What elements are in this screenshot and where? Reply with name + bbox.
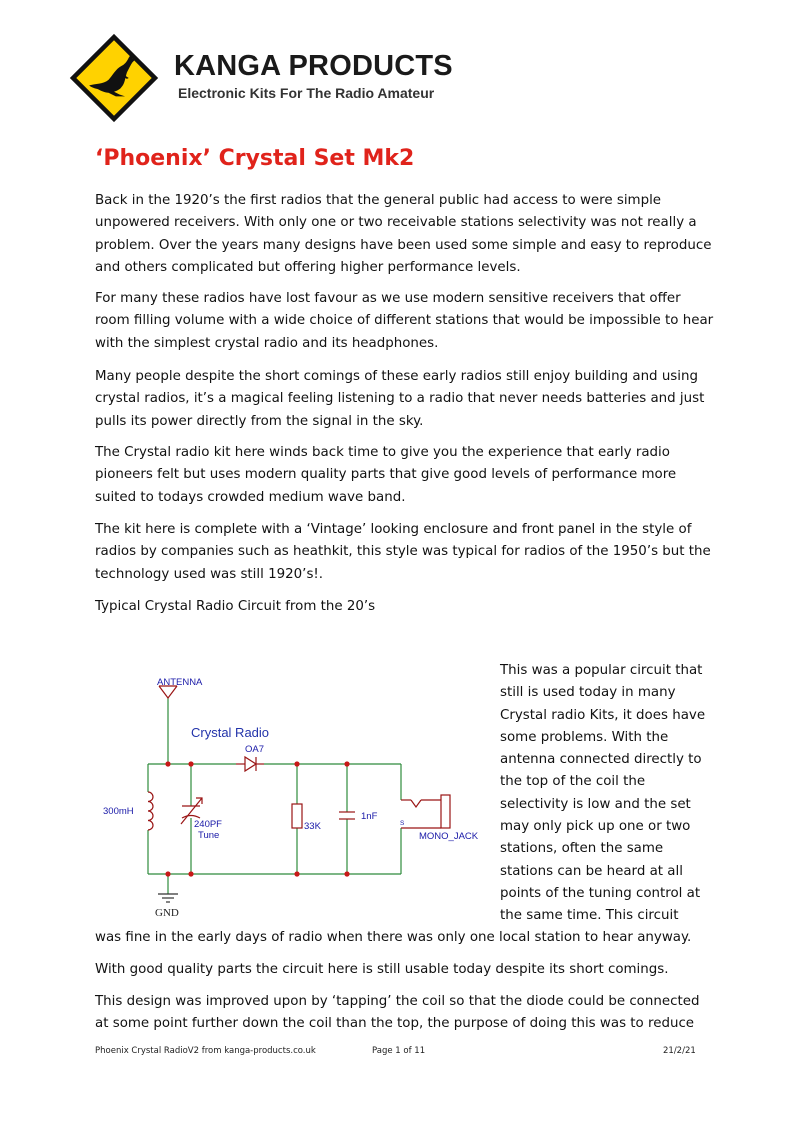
ground-symbol: [158, 894, 178, 902]
paragraph-intro: Back in the 1920’s the first radios that the general public had access to were simple unpowered receivers. With only one or two receivable stations selectivity was not really a problem. Over the years many designs have been used some simple and easy to reproduce and others complicated but offering higher performance levels.: [95, 193, 712, 275]
brand-name: KANGA PRODUCTS: [174, 50, 453, 82]
coil-symbol: [148, 792, 153, 830]
circuit-caption: Typical Crystal Radio Circuit from the 20’s: [95, 599, 376, 614]
schematic-title: Crystal Radio: [191, 725, 270, 740]
resistor-symbol: [292, 804, 302, 828]
capacitor-note: Tune: [198, 830, 220, 841]
brand-tagline: Electronic Kits For The Radio Amateur: [178, 85, 435, 101]
paragraph-continuation: was fine in the early days of radio when there was only one local station to hear anyway.: [95, 930, 692, 945]
jack-label: MONO_JACK: [419, 831, 479, 842]
diode-label: OA7: [245, 744, 265, 755]
footer-date: 21/2/21: [663, 1046, 696, 1056]
paragraph-good-quality: With good quality parts the circuit here is still usable today despite its short comings.: [95, 962, 669, 977]
paragraph-enjoy-building: Many people despite the short comings of these early radios still enjoy building and using crystal radios, it’s a magical feeling listening to a radio that never needs batteries and just pulls its power directly from the signal in the sky.: [95, 369, 705, 429]
paragraph-tapping: This design was improved upon by ‘tapping’ the coil so that the diode could be connected at some point further down the coil than the top, the purpose of doing this was to reduce: [95, 994, 700, 1032]
jack-pin-label: S: [400, 820, 405, 827]
footer-page-number: Page 1 of 11: [372, 1046, 426, 1056]
paragraph-lost-favour: For many these radios have lost favour as we use modern sensitive receivers that offer room filling volume with a wide choice of different stations that would be impossible to hear with the simplest crystal radio and its headphones.: [95, 291, 714, 351]
fixed-capacitor-symbol: [339, 812, 355, 819]
ground-label: GND: [155, 907, 179, 919]
mono-jack-symbol: [401, 795, 450, 828]
page-title: ‘Phoenix’ Crystal Set Mk2: [95, 146, 415, 171]
paragraph-vintage-enclosure: The kit here is complete with a ‘Vintage’ looking enclosure and front panel in the style of radios by companies such as heathkit, this style was typical for radios of the 1950’s but the technology used was still 1920’s!.: [95, 522, 711, 582]
kangaroo-sign-logo: [68, 32, 160, 124]
crystal-radio-schematic: [95, 668, 495, 928]
resistor-label: 33K: [304, 821, 321, 832]
coil-label: 300mH: [103, 806, 134, 817]
footer-source: Phoenix Crystal RadioV2 from kanga-products.co.uk: [95, 1046, 316, 1056]
antenna-label: ANTENNA: [157, 677, 203, 688]
capacitor-label: 240PF: [194, 819, 222, 830]
paragraph-kit-description: The Crystal radio kit here winds back time to give you the experience that early radio pioneers felt but uses modern quality parts that give good levels of performance more suited to todays crowded medium wave band.: [95, 445, 677, 505]
cap2-label: 1nF: [361, 811, 378, 822]
side-text: This was a popular circuit that still is used today in many Crystal radio Kits, it does have some problems. With the antenna connected directly to the top of the coil the selectivity is low and the set may only pick up one or two stations, often the same stations can be heard at all points of the tuning control at the same time. This circuit: [500, 663, 706, 924]
diode-symbol: [236, 757, 264, 771]
